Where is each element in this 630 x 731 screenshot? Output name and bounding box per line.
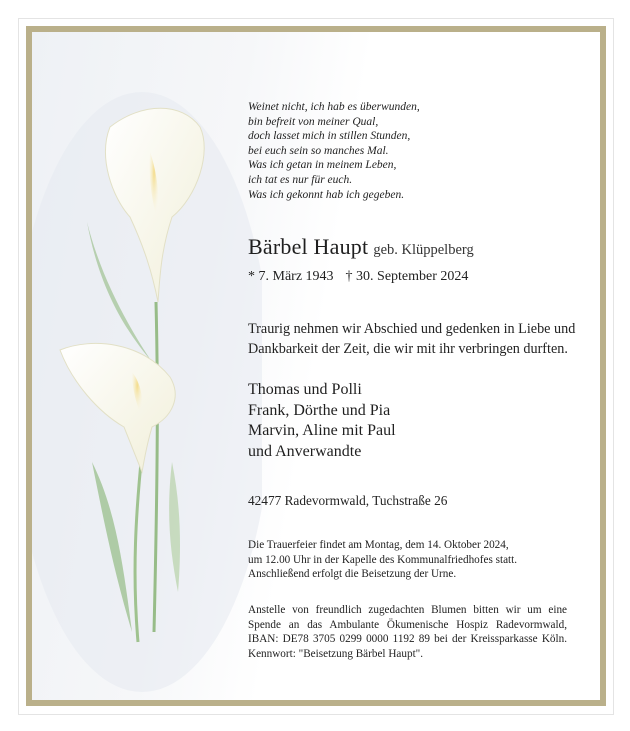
poem-line: bei euch sein so manches Mal. xyxy=(248,144,389,157)
address: 42477 Radevormwald, Tuchstraße 26 xyxy=(248,493,448,508)
service-line: Die Trauerfeier findet am Montag, dem 14. Oktober 2024, xyxy=(248,539,509,551)
birth-name: geb. Klüppelberg xyxy=(373,242,474,258)
poem xyxy=(248,100,548,202)
mourners-list xyxy=(248,380,396,462)
death-date: † 30. September 2024 xyxy=(345,269,469,284)
poem-line: bin befreit von meiner Qual, xyxy=(248,115,379,128)
mourner: Marvin, Aline mit Paul xyxy=(248,422,396,439)
mourner: Thomas und Polli xyxy=(248,381,362,398)
deceased-name-line xyxy=(248,234,474,260)
poem-line: doch lasset mich in stillen Stunden, xyxy=(248,130,411,143)
mourner: Frank, Dörthe und Pia xyxy=(248,401,391,419)
obituary-card xyxy=(26,26,606,706)
deceased-name: Bärbel Haupt xyxy=(248,234,369,259)
calla-lilies-illustration xyxy=(32,32,262,700)
poem-line: Was ich gekonnt hab ich gegeben. xyxy=(248,188,405,201)
poem-line: ich tat es nur für euch. xyxy=(248,173,353,186)
poem-line: Weinet nicht, ich hab es überwunden, xyxy=(248,101,420,113)
service-line: um 12.00 Uhr in der Kapelle des Kommunalfriedhofes statt. xyxy=(248,553,518,566)
service-info xyxy=(248,538,568,582)
service-line: Anschließend erfolgt die Beisetzung der Urne. xyxy=(248,568,457,581)
donation-info: Anstelle von freundlich zugedachten Blumen bitten wir um eine Spende an das Ambulante Ökumenische Hospiz Radevormwald, IBAN: DE78 3705 0299 0000 1192 89 bei der Kreissparkasse Köln. Kennwort: "Beisetzung Bärbel Haupt". xyxy=(248,604,567,660)
poem-line: Was ich getan in meinem Leben, xyxy=(248,159,397,172)
mourner: und Anverwandte xyxy=(248,442,362,460)
birth-date: * 7. März 1943 xyxy=(248,269,334,284)
life-dates xyxy=(248,269,468,285)
farewell-text: Traurig nehmen wir Abschied und gedenken in Liebe und Dankbarkeit der Zeit, die wir mit ihr verbringen durften. xyxy=(248,321,576,357)
